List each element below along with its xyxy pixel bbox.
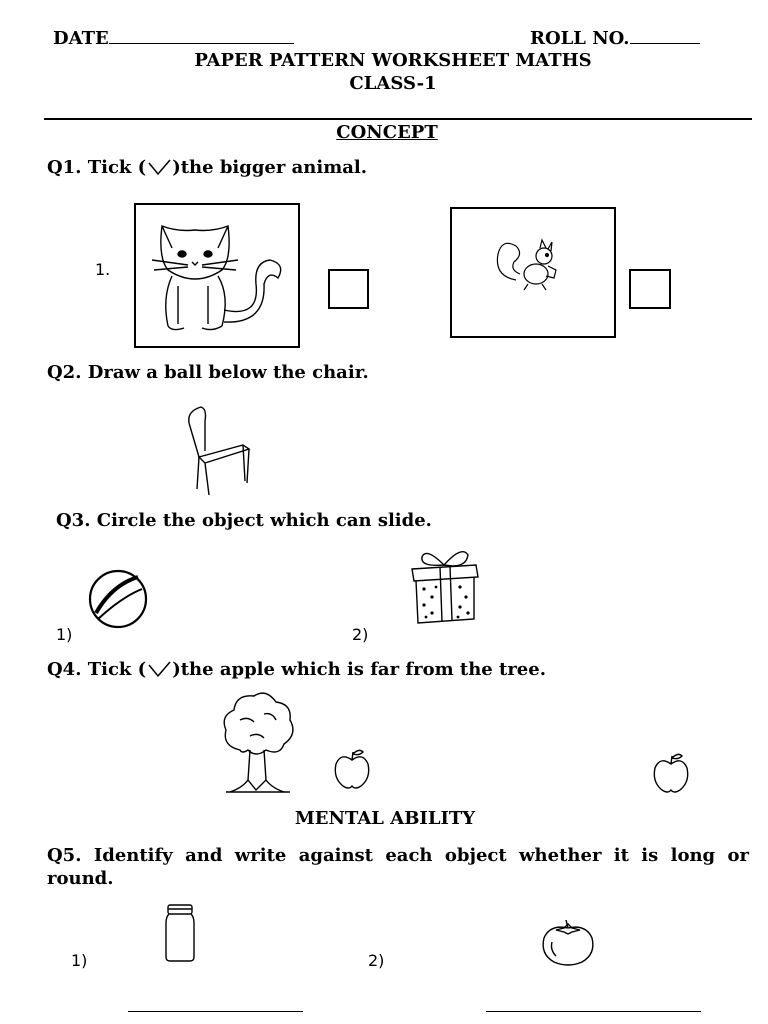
q5-prompt-line-1: Q5. Identify and write against each object whether it is long or [47, 845, 749, 866]
tick-mark-icon [146, 157, 172, 177]
cat-icon [150, 218, 290, 338]
q1-answer-box-2[interactable] [629, 269, 671, 309]
q5-answer-line-1[interactable] [128, 1011, 303, 1012]
q2-prompt: Q2. Draw a ball below the chair. [47, 362, 369, 383]
squirrel-icon [492, 236, 564, 292]
q3-option-2-label: 2) [352, 625, 369, 644]
q3-option-1-label: 1) [56, 625, 73, 644]
section-mental-ability-heading: MENTAL ABILITY [294, 808, 476, 829]
q5-option-1-label: 1) [71, 951, 88, 970]
q5-option-2-label: 2) [368, 951, 385, 970]
q1-item-number: 1. [95, 260, 111, 279]
apple-icon [333, 748, 371, 790]
gift-box-icon [408, 547, 480, 625]
section-concept-heading: CONCEPT [336, 122, 438, 143]
q5-prompt [47, 844, 749, 890]
q5-answer-line-2[interactable] [486, 1011, 701, 1012]
q1-prompt: Q1. Tick ( )the bigger animal. [47, 157, 368, 178]
q5-prompt-line-2: round. [47, 868, 114, 889]
chair-icon [183, 405, 253, 497]
q3-prompt: Q3. Circle the object which can slide. [56, 510, 432, 531]
ball-icon [88, 569, 148, 629]
jar-icon [164, 903, 196, 963]
q1-answer-box-1[interactable] [328, 269, 369, 309]
header-divider [44, 118, 752, 120]
apple-icon [652, 752, 690, 794]
q4-prompt: Q4. Tick ( )the apple which is far from the tree. [47, 659, 546, 680]
date-label: DATE [53, 28, 294, 49]
class-label: CLASS-1 [349, 73, 437, 94]
tomato-icon [540, 918, 596, 968]
worksheet-title: PAPER PATTERN WORKSHEET MATHS [194, 50, 592, 71]
tree-icon [220, 690, 296, 796]
roll-number-label: ROLL NO. [530, 28, 700, 49]
tick-mark-icon [146, 659, 172, 679]
